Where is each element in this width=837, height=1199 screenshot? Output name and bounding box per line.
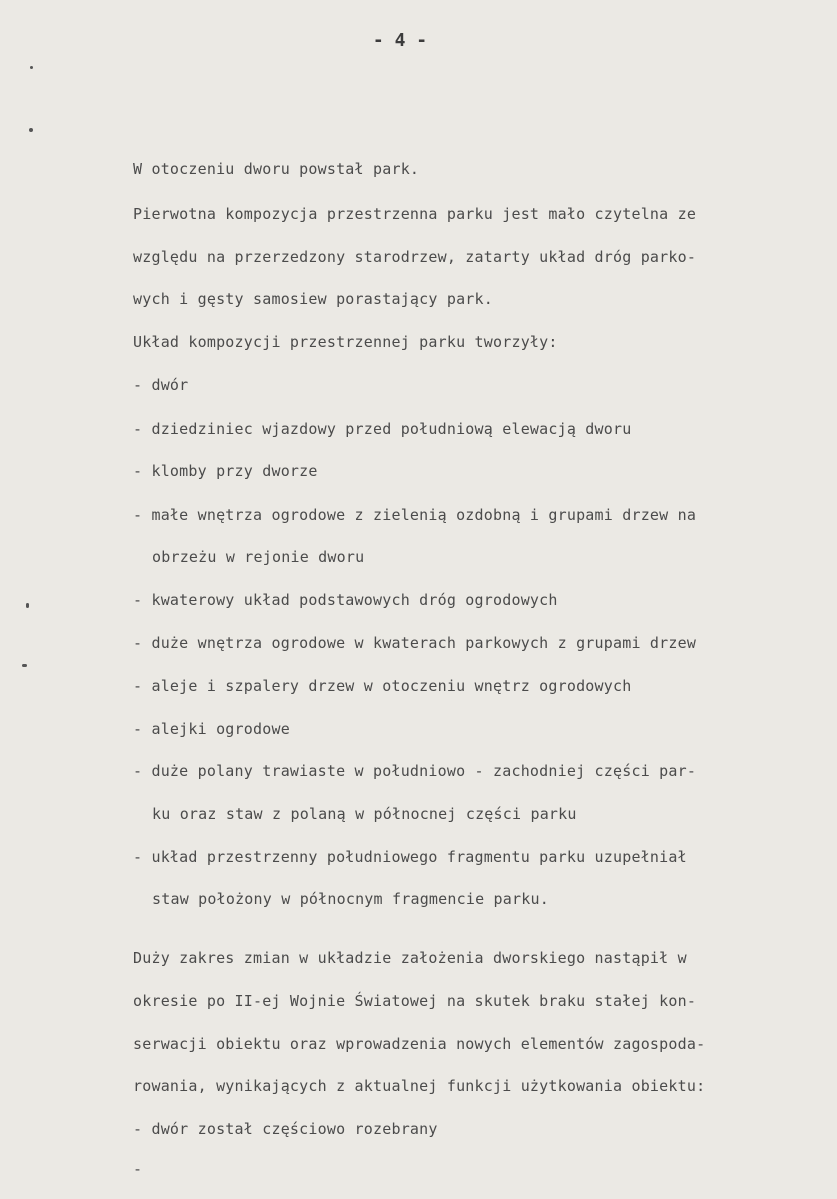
- list-item: - klomby przy dworze: [133, 462, 318, 480]
- list-item-continuation: staw położony w północnym fragmencie parku.: [152, 890, 549, 908]
- page-number: - 4 -: [372, 30, 428, 51]
- list-item: - układ przestrzenny południowego fragmentu parku uzupełniał: [133, 848, 687, 866]
- text-line: rowania, wynikających z aktualnej funkcji użytkowania obiektu:: [133, 1077, 706, 1095]
- binding-hole-mark: [22, 664, 27, 667]
- binding-hole-mark: [26, 603, 29, 608]
- text-line: Duży zakres zmian w układzie założenia dworskiego nastąpił w: [133, 949, 687, 967]
- text-line: okresie po II-ej Wojnie Światowej na skutek braku stałej kon-: [133, 992, 697, 1010]
- text-line: Układ kompozycji przestrzennej parku tworzyły:: [133, 333, 558, 351]
- list-item: -: [133, 1160, 143, 1178]
- list-item: - duże wnętrza ogrodowe w kwaterach parkowych z grupami drzew: [133, 634, 697, 652]
- list-item-continuation: ku oraz staw z polaną w północnej części parku: [152, 805, 577, 823]
- binding-hole-mark: [30, 66, 33, 69]
- text-line: Pierwotna kompozycja przestrzenna parku jest mało czytelna ze: [133, 205, 697, 223]
- list-item: - kwaterowy układ podstawowych dróg ogrodowych: [133, 591, 558, 609]
- list-item: - dwór został częściowo rozebrany: [133, 1120, 438, 1138]
- list-item: - małe wnętrza ogrodowe z zielenią ozdobną i grupami drzew na: [133, 506, 697, 524]
- list-item: - aleje i szpalery drzew w otoczeniu wnętrz ogrodowych: [133, 677, 632, 695]
- text-line: serwacji obiektu oraz wprowadzenia nowych elementów zagospoda-: [133, 1035, 706, 1053]
- binding-hole-mark: [29, 128, 33, 132]
- text-line: W otoczeniu dworu powstał park.: [133, 160, 420, 178]
- text-line: względu na przerzedzony starodrzew, zatarty układ dróg parko-: [133, 248, 697, 266]
- list-item: - dwór: [133, 376, 189, 394]
- list-item: - dziedziniec wjazdowy przed południową elewacją dworu: [133, 420, 632, 438]
- text-line: wych i gęsty samosiew porastający park.: [133, 290, 493, 308]
- list-item: - duże polany trawiaste w południowo - zachodniej części par-: [133, 762, 697, 780]
- list-item: - alejki ogrodowe: [133, 720, 290, 738]
- list-item-continuation: obrzeżu w rejonie dworu: [152, 548, 365, 566]
